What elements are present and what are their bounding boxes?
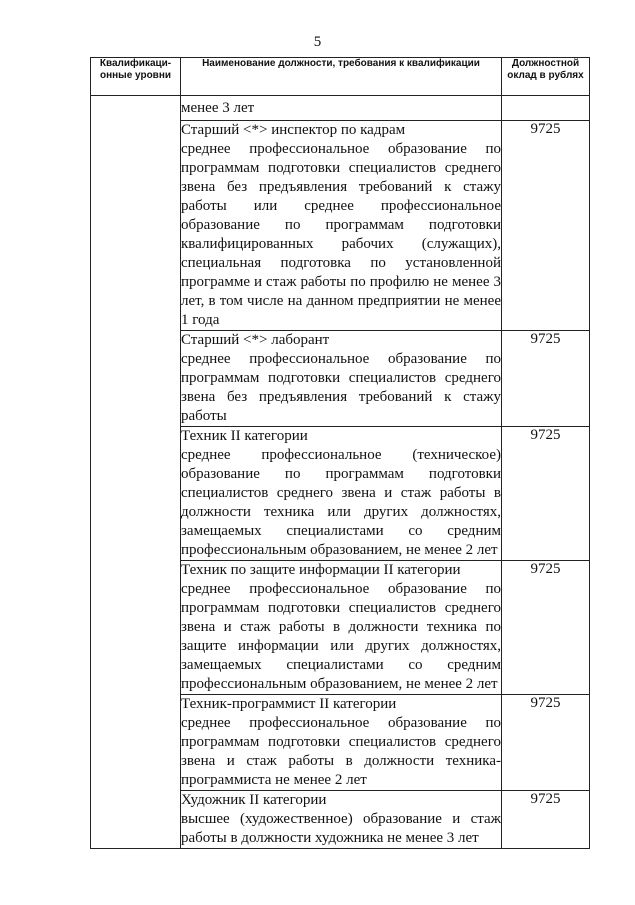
salary-table xyxy=(90,57,590,849)
position-cell xyxy=(181,561,502,695)
position-title: Техник-программист II категории xyxy=(181,696,397,712)
salary-value: 9725 xyxy=(502,121,590,331)
position-cell xyxy=(181,427,502,561)
empty-salary-cell xyxy=(502,96,590,121)
page-number: 5 xyxy=(313,34,322,50)
position-title: Старший <*> лаборант xyxy=(181,332,330,348)
qualification-level-cell xyxy=(91,96,181,849)
table-header-row xyxy=(91,58,590,96)
position-requirements: высшее (художественное) образование и стаж работы в должности художника не менее 3 лет xyxy=(181,811,501,846)
salary-value: 9725 xyxy=(502,561,590,695)
position-cell xyxy=(181,331,502,427)
position-requirements: среднее профессиональное образование по программам подготовки специалистов среднего звена без предъявления требований к стажу работы или среднее профессиональное образование по программам подготовки квалифицированных рабочих (служащих), специальная подготовка по установленной программе и стаж работы по профилю не менее 3 лет, в том числе на данном предприятии не менее 1 года xyxy=(181,141,501,328)
position-cell xyxy=(181,791,502,849)
position-requirements: среднее профессиональное образование по программам подготовки специалистов среднего звена без предъявления требований к стажу работы xyxy=(181,351,501,424)
position-requirements: среднее профессиональное образование по программам подготовки специалистов среднего звена и стаж работы в должности техника-программиста не менее 2 лет xyxy=(181,715,501,788)
position-requirements: среднее профессиональное (техническое) образование по программам подготовки специалистов среднего звена и стаж работы в должности техника или других должностях, замещаемых специалистами со средним профессиональным образованием, не менее 2 лет xyxy=(181,447,501,558)
position-title: Старший <*> инспектор по кадрам xyxy=(181,122,406,138)
header-salary: Должностной оклад в рублях xyxy=(502,58,590,96)
salary-value: 9725 xyxy=(502,427,590,561)
continuation-text: менее 3 лет xyxy=(181,96,502,121)
header-position-requirements: Наименование должности, требования к квалификации xyxy=(181,58,502,96)
position-title: Техник II категории xyxy=(181,428,308,444)
position-cell xyxy=(181,695,502,791)
position-title: Техник по защите информации II категории xyxy=(181,562,461,578)
salary-value: 9725 xyxy=(502,331,590,427)
table-row-continuation xyxy=(91,96,590,121)
salary-value: 9725 xyxy=(502,695,590,791)
header-qualification-level: Квалификаци- онные уровни xyxy=(91,58,181,96)
position-title: Художник II категории xyxy=(181,792,327,808)
position-requirements: среднее профессиональное образование по программам подготовки специалистов среднего звена и стаж работы в должности техника по защите информации или других должностях, замещаемых специалистами со средним профессиональным образованием, не менее 2 лет xyxy=(181,581,501,692)
salary-value: 9725 xyxy=(502,791,590,849)
position-cell xyxy=(181,121,502,331)
